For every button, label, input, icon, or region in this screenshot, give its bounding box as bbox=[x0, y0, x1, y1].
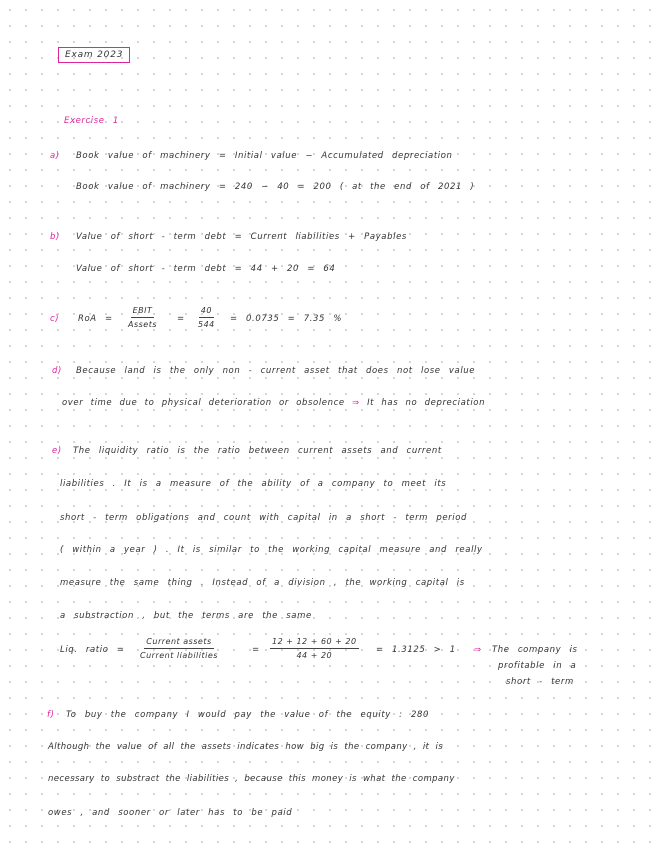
liquidity-fraction-2-denominator: 44 + 20 bbox=[296, 651, 333, 660]
item-e-line-3: short - term obligations and count with capital in a short - term period bbox=[60, 513, 468, 523]
exam-title: Exam 2023 bbox=[65, 50, 124, 60]
roa-result: = 0.0735 = 7.35 % bbox=[230, 314, 342, 324]
roa-equals: = bbox=[177, 314, 185, 324]
item-a-line-1: Book value of machinery = Initial value − Accumulated depreciation bbox=[76, 151, 453, 161]
roa-fraction-1 bbox=[128, 306, 157, 329]
roa-fraction-2-numerator: 40 bbox=[199, 306, 214, 318]
liquidity-fraction-2-numerator: 12 + 12 + 60 + 20 bbox=[270, 637, 359, 649]
item-a-marker: a) bbox=[50, 151, 60, 161]
item-f-line-4: owes , and sooner or later has to be paid bbox=[48, 808, 293, 818]
item-e-line-6: a substraction , but the terms are the same bbox=[60, 611, 312, 621]
item-f-line-3: necessary to substract the liabilities , because this money is what the company bbox=[48, 774, 455, 784]
item-d-line-2 bbox=[62, 398, 485, 408]
roa-fraction-1-denominator: Assets bbox=[128, 320, 158, 329]
item-b-line-2: Value of short - term debt = 44 + 20 = 64 bbox=[76, 264, 336, 274]
liquidity-fraction-2 bbox=[270, 637, 359, 660]
liquidity-conclusion-2: profitable in a bbox=[498, 661, 577, 671]
item-b-line-1: Value of short - term debt = Current liabilities + Payables bbox=[76, 232, 407, 242]
item-b-marker: b) bbox=[50, 232, 60, 242]
liquidity-conclusion-3: short - term bbox=[506, 677, 574, 687]
liquidity-conclusion-1: The company is bbox=[492, 645, 578, 655]
liquidity-implies-arrow: ⇒ bbox=[474, 645, 482, 655]
roa-fraction-2 bbox=[198, 306, 215, 329]
item-e-line-4: ( within a year ) . It is similar to the working capital measure and really bbox=[60, 545, 483, 555]
item-d-conclusion: It has no depreciation bbox=[367, 398, 486, 408]
implies-arrow: ⇒ bbox=[352, 398, 360, 408]
liquidity-fraction-1-numerator: Current assets bbox=[144, 637, 213, 649]
item-f-line-2: Although the value of all the assets indicates how big is the company , it is bbox=[48, 742, 444, 752]
item-d-line-2-text: over time due to physical deterioration or obsolence bbox=[62, 398, 345, 408]
liquidity-fraction-1-denominator: Current liabilities bbox=[140, 651, 218, 660]
liquidity-equals: = bbox=[252, 645, 260, 655]
item-e-line-1: The liquidity ratio is the ratio between current assets and current bbox=[73, 446, 442, 456]
liquidity-ratio-label: Liq. ratio = bbox=[60, 645, 125, 655]
exercise-heading: Exercise 1 bbox=[64, 116, 119, 126]
roa-label: RoA = bbox=[78, 314, 113, 324]
liquidity-result: = 1.3125 > 1 bbox=[376, 645, 456, 655]
item-f-line-1: To buy the company I would pay the value of the equity : 280 bbox=[66, 710, 429, 720]
item-d-marker: d) bbox=[52, 366, 62, 376]
liquidity-fraction-1 bbox=[140, 637, 218, 660]
item-d-line-1: Because land is the only non - current asset that does not lose value bbox=[76, 366, 476, 376]
roa-fraction-2-denominator: 544 bbox=[198, 320, 215, 329]
item-e-marker: e) bbox=[52, 446, 62, 456]
item-e-line-2: liabilities . It is a measure of the ability of a company to meet its bbox=[60, 479, 447, 489]
item-f-marker: f) bbox=[47, 710, 55, 720]
item-e-line-5: measure the same thing . Instead of a division , the working capital is bbox=[60, 578, 465, 588]
exam-title-box bbox=[58, 47, 130, 63]
item-c-marker: c) bbox=[50, 314, 60, 324]
item-a-line-2: Book value of machinery = 240 − 40 = 200 ( at the end of 2021 ) bbox=[76, 182, 475, 192]
roa-fraction-1-numerator: EBIT bbox=[131, 306, 155, 318]
